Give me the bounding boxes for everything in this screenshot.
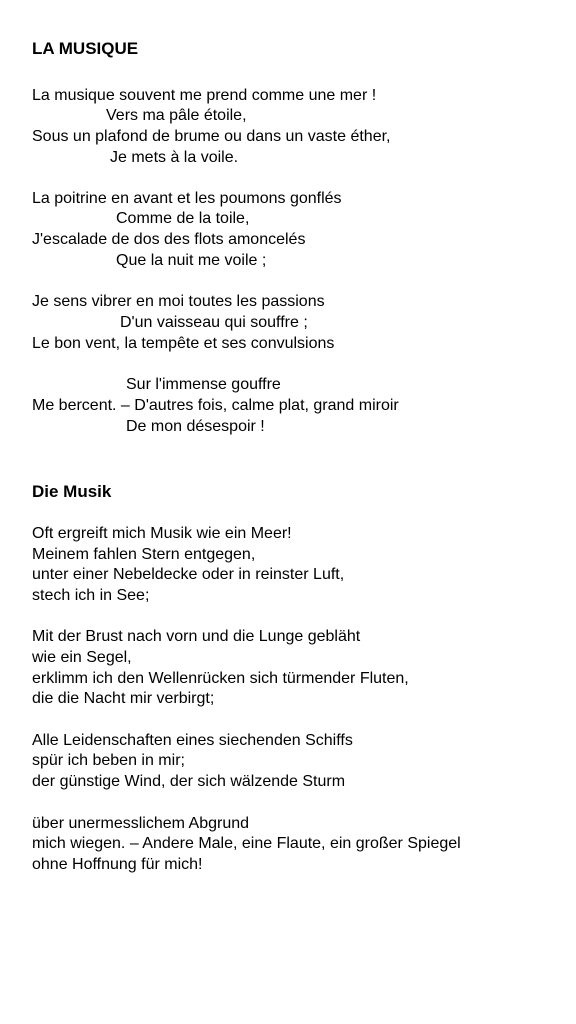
german-line-3: unter einer Nebeldecke oder in reinster Luft,	[32, 566, 345, 583]
french-line-5: La poitrine en avant et les poumons gonflés	[32, 190, 342, 207]
german-line-10: spür ich beben in mir;	[32, 752, 185, 769]
german-line-14: ohne Hoffnung für mich!	[32, 856, 203, 873]
french-line-7: J'escalade de dos des flots amoncelés	[32, 231, 306, 248]
french-line-3: Sous un plafond de brume ou dans un vaste éther,	[32, 128, 391, 145]
french-line-6: Comme de la toile,	[116, 210, 250, 227]
french-poem-title: LA MUSIQUE	[32, 39, 139, 58]
french-line-13: Me bercent. – D'autres fois, calme plat, grand miroir	[32, 397, 399, 414]
german-line-1: Oft ergreift mich Musik wie ein Meer!	[32, 525, 292, 542]
french-line-11: Le bon vent, la tempête et ses convulsions	[32, 335, 335, 352]
german-line-2: Meinem fahlen Stern entgegen,	[32, 546, 256, 563]
german-line-9: Alle Leidenschaften eines siechenden Schiffs	[32, 732, 353, 749]
german-line-6: wie ein Segel,	[32, 649, 132, 666]
german-line-11: der günstige Wind, der sich wälzende Sturm	[32, 773, 346, 790]
french-line-1: La musique souvent me prend comme une mer !	[32, 87, 377, 104]
german-line-4: stech ich in See;	[32, 587, 150, 604]
french-line-4: Je mets à la voile.	[110, 149, 239, 166]
french-line-2: Vers ma pâle étoile,	[106, 107, 247, 124]
french-line-8: Que la nuit me voile ;	[116, 252, 267, 269]
german-line-8: die die Nacht mir verbirgt;	[32, 690, 215, 707]
french-line-14: De mon désespoir !	[126, 418, 265, 435]
german-line-13: mich wiegen. – Andere Male, eine Flaute, ein großer Spiegel	[32, 835, 461, 852]
german-poem-title: Die Musik	[32, 482, 112, 501]
french-line-9: Je sens vibrer en moi toutes les passions	[32, 293, 325, 310]
french-line-12: Sur l'immense gouffre	[126, 376, 281, 393]
french-line-10: D'un vaisseau qui souffre ;	[120, 314, 308, 331]
german-line-5: Mit der Brust nach vorn und die Lunge gebläht	[32, 628, 361, 645]
german-line-7: erklimm ich den Wellenrücken sich türmender Fluten,	[32, 670, 409, 687]
german-line-12: über unermesslichem Abgrund	[32, 815, 250, 832]
